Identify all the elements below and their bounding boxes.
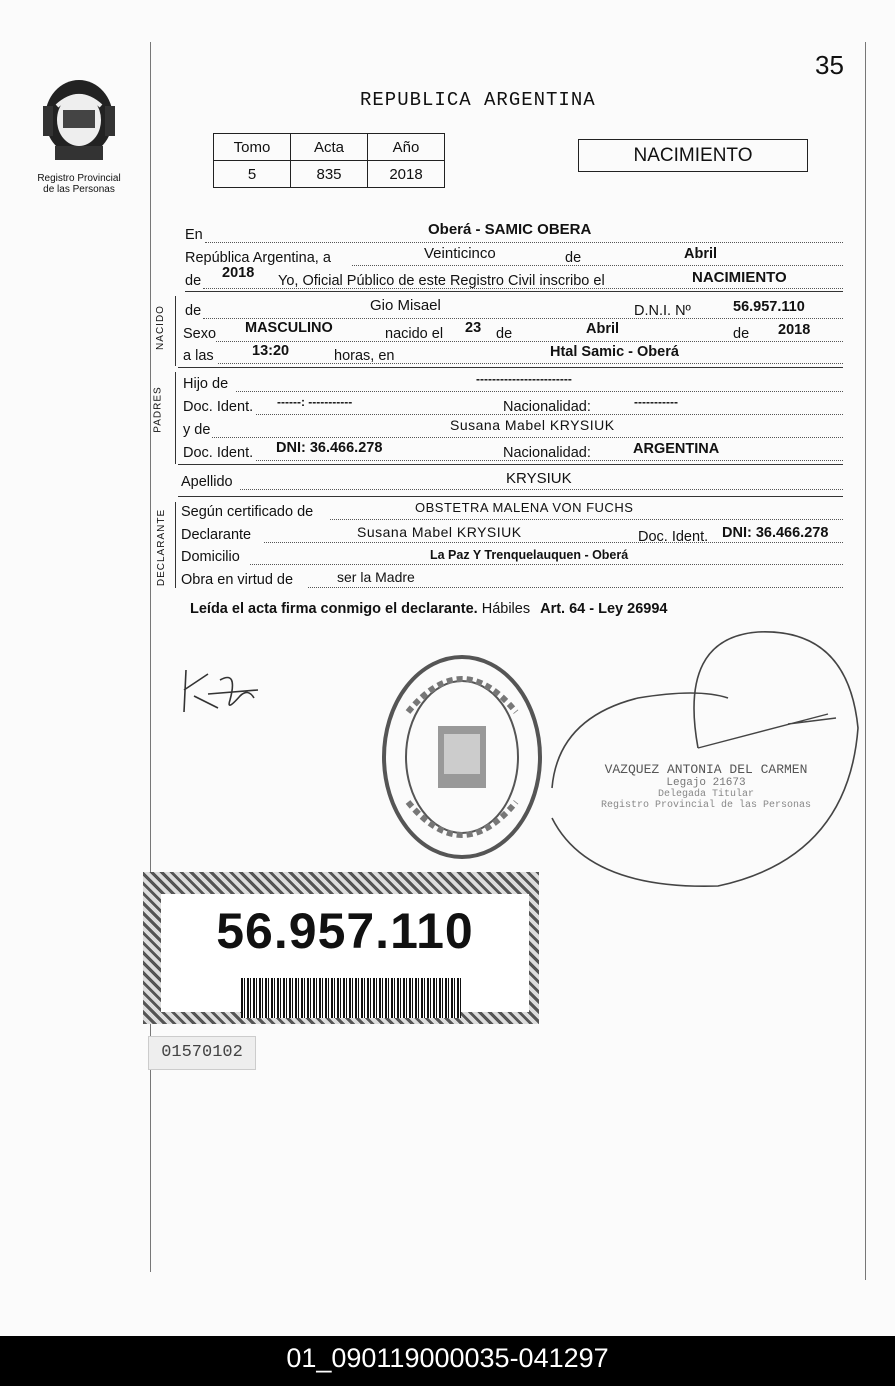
day-text-value: Veinticinco [424,245,496,262]
child-name-value: Gio Misael [370,297,441,314]
declarant-doc-value: DNI: 36.466.278 [722,525,829,541]
habiles-text: Hábiles [481,601,531,617]
dotted-line [203,318,843,319]
tomo-header: Tomo [214,134,291,161]
de-label: de [185,303,202,319]
barcode-icon [241,978,461,1018]
republic-label: República Argentina, a [185,250,331,266]
left-margin-line [150,42,151,1272]
address-value: La Paz Y Trenquelauquen - Oberá [430,548,629,562]
logo-caption: Registro Provincial de las Personas [37,173,121,195]
year-value: 2018 [222,265,255,281]
obra-label: Obra en virtud de [181,572,294,588]
page-title: REPUBLICA ARGENTINA [360,89,596,111]
de-label: de [565,250,582,266]
nacionalidad-label: Nacionalidad: [503,445,591,461]
birth-day-value: 23 [465,320,482,336]
horas-label: horas, en [334,348,395,364]
nacido-el-label: nacido el [385,326,444,342]
officer-org: Registro Provincial de las Personas [600,800,812,811]
acta-value: 835 [291,161,368,188]
divider [178,367,843,368]
statement-text: Yo, Oficial Público de este Registro Civil inscribo el [278,273,605,289]
birth-place-value: Htal Samic - Oberá [550,344,679,360]
dotted-line [330,519,843,520]
officer-signature [178,660,268,720]
footer-code: 01_090119000035-041297 [0,1336,895,1386]
record-type-box: NACIMIENTO [578,139,808,172]
de-label: de [496,326,513,342]
certificate-value: OBSTETRA MALENA VON FUCHS [415,500,634,515]
hijo-de-label: Hijo de [183,376,229,392]
registry-logo [32,76,126,195]
closing-text: Leída el acta firma conmigo el declarante. [190,601,478,617]
dotted-line [308,587,843,588]
section-bar [175,502,176,588]
dotted-line [240,489,843,490]
mother-doc-value: DNI: 36.466.278 [276,440,383,456]
father-value: ------------------------ [476,372,572,386]
dni-number: 56.957.110 [216,903,474,959]
month-value: Abril [684,246,718,262]
declarante-label: Declarante [181,527,252,543]
article-text: Art. 64 - Ley 26994 [540,601,668,617]
dni-sticker-inner [161,894,529,1012]
declarant-name-value: Susana Mabel KRYSIUK [357,524,522,540]
dotted-line [205,242,843,243]
de-label: de [185,273,202,289]
page-number: 35 [815,50,844,80]
birth-year-value: 2018 [778,322,811,338]
mother-name-value: Susana Mabel KRYSIUK [450,417,615,433]
dni-sticker [143,872,539,1024]
dotted-line [250,564,843,565]
padres-section-label: PADRES [152,386,164,433]
closing-statement [190,601,667,617]
anio-header: Año [368,134,445,161]
doc-ident-label: Doc. Ident. [638,529,709,545]
dotted-line [264,542,843,543]
certificado-label: Según certificado de [181,504,314,520]
divider [185,291,843,292]
dotted-line [352,265,843,266]
child-dni-value: 56.957.110 [733,299,805,315]
dotted-line [212,437,843,438]
doc-ident-label: Doc. Ident. [183,445,254,461]
section-bar [175,372,176,464]
officer-name: VAZQUEZ ANTONIA DEL CARMEN [604,762,808,777]
right-margin-line [865,42,866,1280]
surname-value: KRYSIUK [506,470,572,487]
registry-table [213,133,445,188]
officer-stamp-signature [548,628,863,890]
province-seal-icon [37,76,121,166]
acta-header: Acta [291,134,368,161]
divider [178,464,843,465]
place-value: Oberá - SAMIC OBERA [428,221,592,238]
dotted-line [218,363,843,364]
domicilio-label: Domicilio [181,549,240,565]
father-doc-value: ------: ----------- [277,395,353,409]
declarante-section-label: DECLARANTE [156,508,168,587]
y-de-label: y de [183,422,211,438]
birth-month-value: Abril [586,321,620,337]
act-type-value: NACIMIENTO [692,269,787,286]
mother-nationality-value: ARGENTINA [633,441,720,457]
official-seal [378,652,546,862]
doc-ident-label: Doc. Ident. [183,399,254,415]
sexo-label: Sexo [183,326,217,342]
officer-legajo: Legajo 21673 [666,777,746,789]
tomo-value: 5 [214,161,291,188]
dotted-line [236,391,843,392]
father-nationality-value: ----------- [634,395,678,409]
officer-role: Delegada Titular [657,789,754,800]
anio-value: 2018 [368,161,445,188]
nacionalidad-label: Nacionalidad: [503,399,591,415]
control-code: 01570102 [148,1036,256,1070]
a-las-label: a las [183,348,214,364]
apellido-label: Apellido [181,474,233,490]
section-bar [175,296,176,366]
virtue-value: ser la Madre [337,569,415,585]
birth-time-value: 13:20 [252,343,290,359]
officer-stamp [596,762,816,811]
nacido-section-label: NACIDO [154,305,166,350]
de-label: de [733,326,750,342]
sexo-value: MASCULINO [245,320,333,336]
divider [178,496,843,497]
dni-label: D.N.I. Nº [634,303,691,319]
en-label: En [185,227,203,243]
